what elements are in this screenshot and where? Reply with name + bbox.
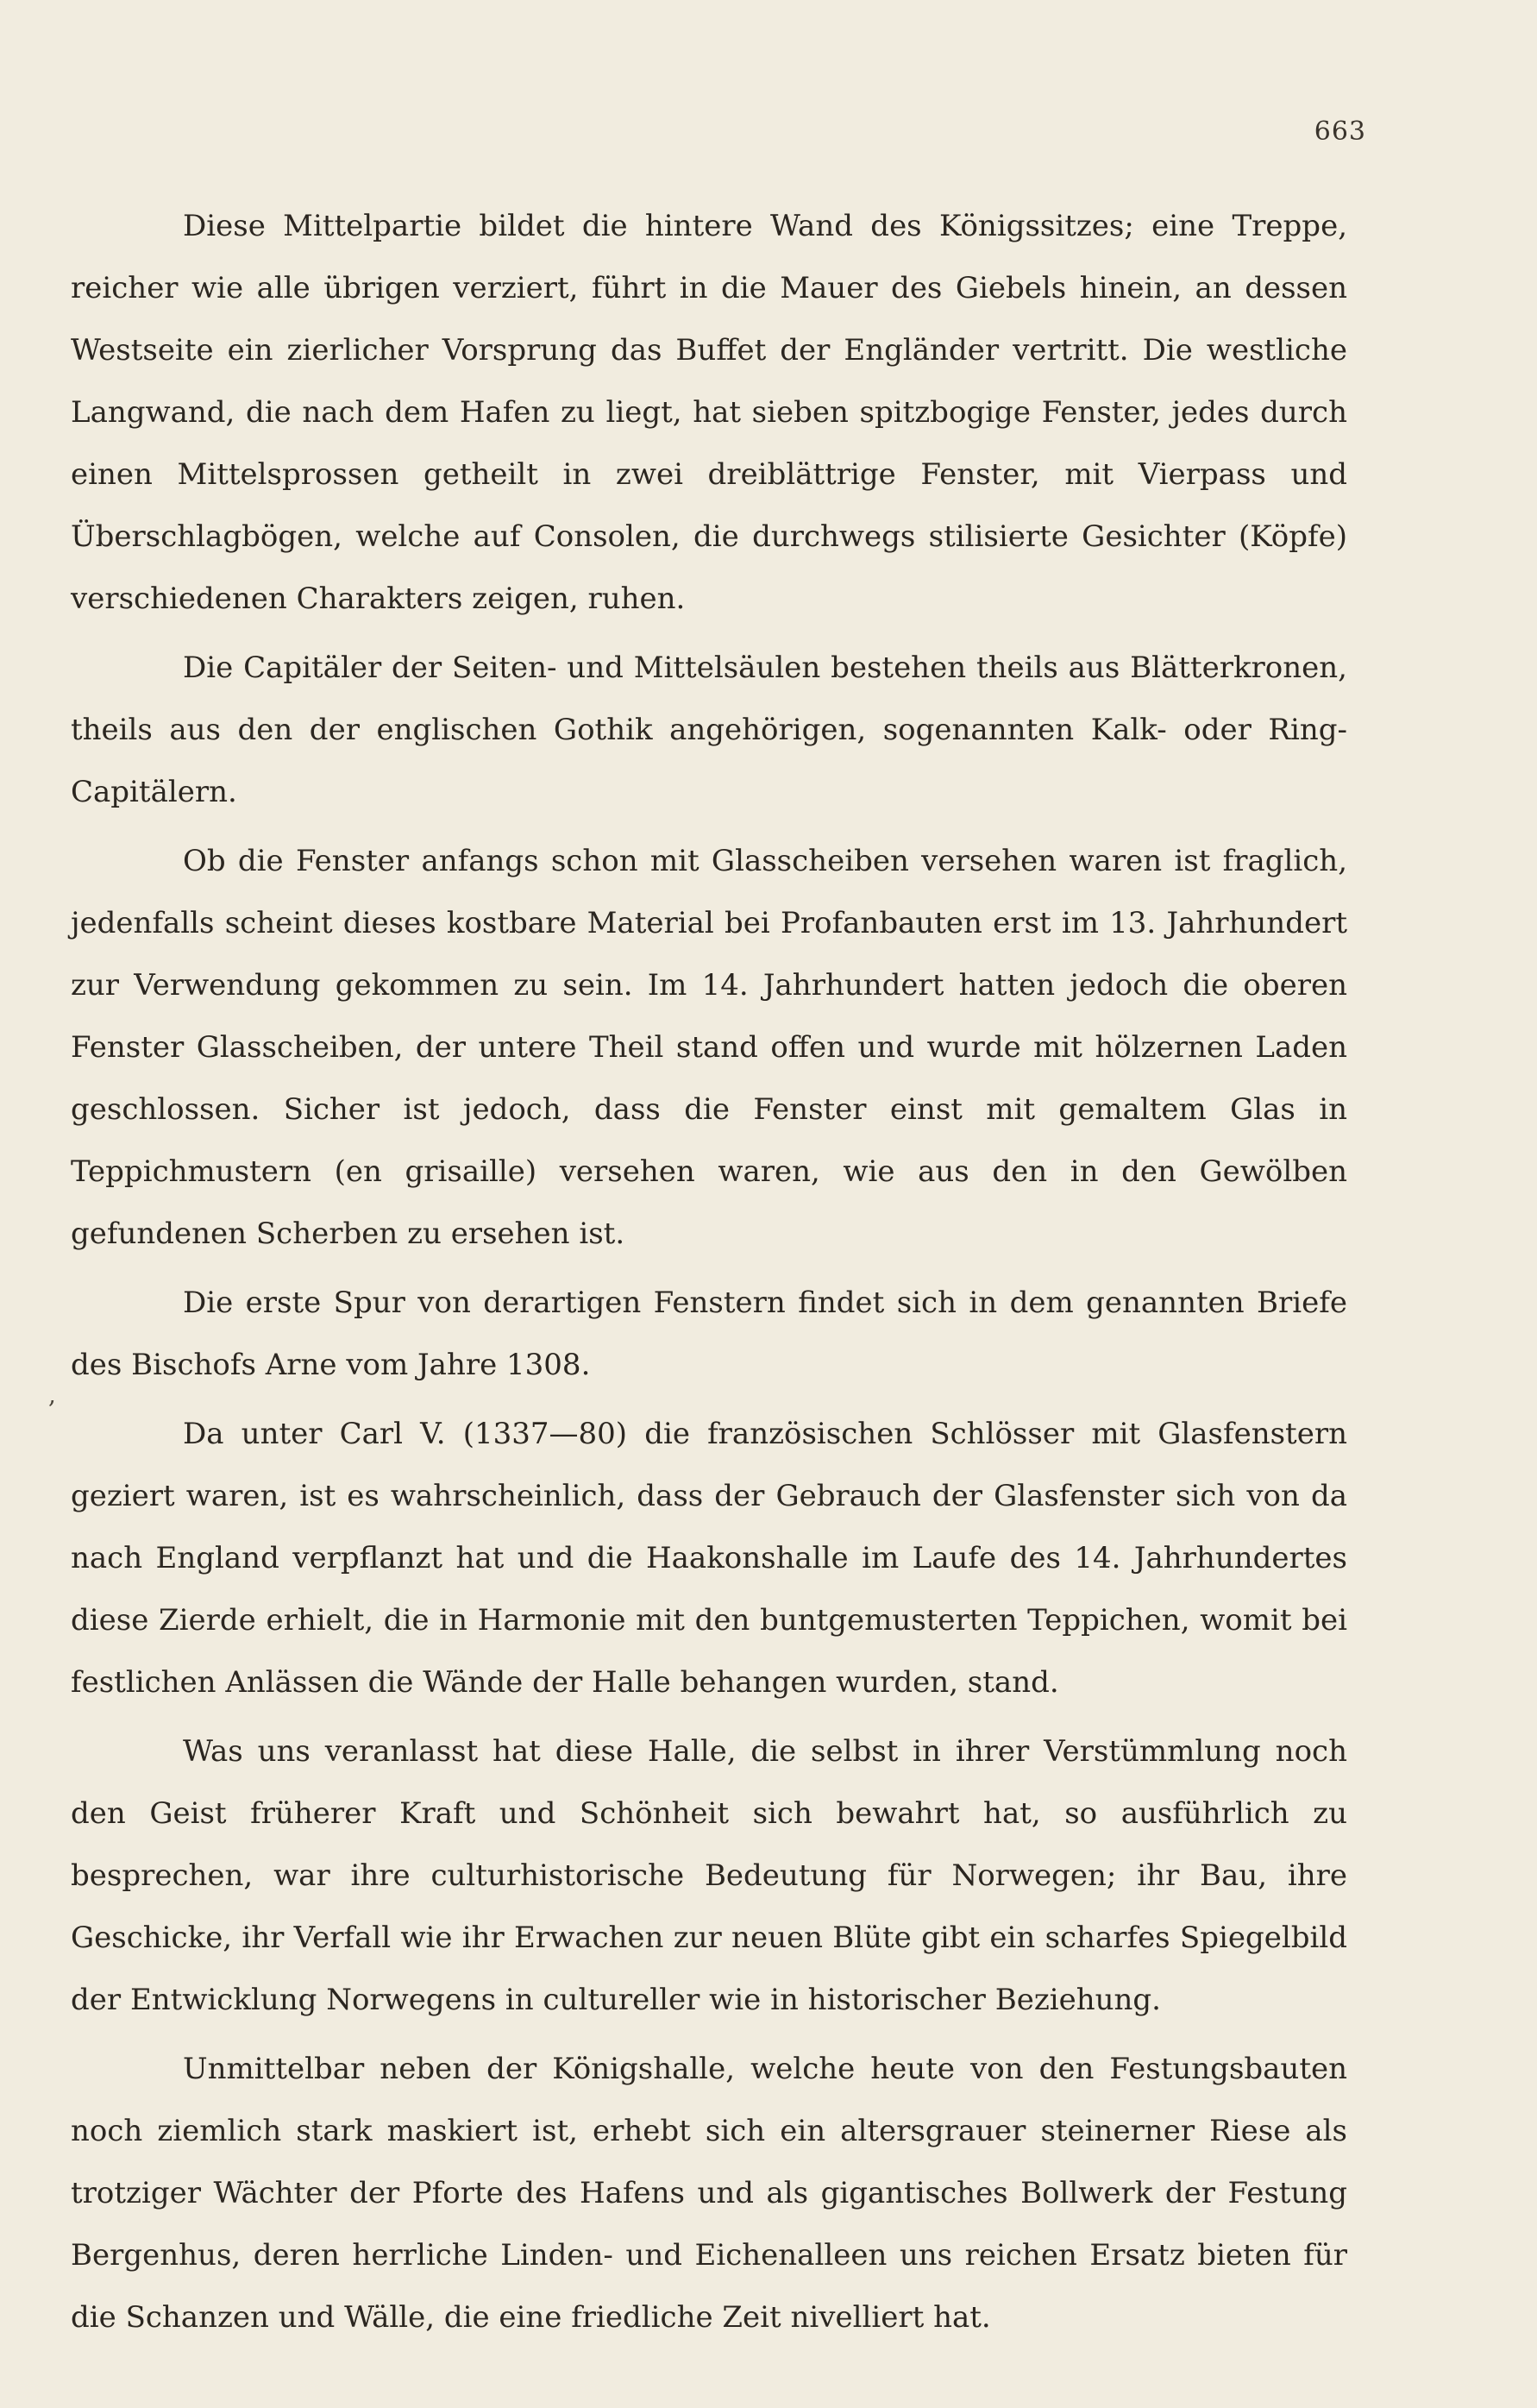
paragraph: Da unter Carl V. (1337—80) die französischen Schlösser mit Glasfenstern geziert waren, ist es wahrscheinlich, dass der Gebrauch der Glasfenster sich von da nach England verpflanzt hat und die Haakonshalle im Laufe des 14. Jahrhundertes diese Zierde erhielt, die in Harmonie mit den buntgemusterten Teppichen, womit bei festlichen Anlässen die Wände der Halle behangen wurden, stand. [71, 1417, 1347, 1700]
paragraph: Unmittelbar neben der Königshalle, welche heute von den Festungsbauten noch ziemlich stark maskiert ist, erhebt sich ein altersgrauer steinerner Riese als trotziger Wächter der Pforte des Hafens und als gigantisches Bollwerk der Festung Bergenhus, deren herrliche Linden- und Eichenalleen uns reichen Ersatz bieten für die Schanzen und Wälle, die eine friedliche Zeit nivelliert hat. [71, 2052, 1347, 2335]
paragraph: Die Capitäler der Seiten- und Mittelsäulen bestehen theils aus Blätterkronen, theils aus den der englischen Gothik angehörigen, sogenannten Kalk- oder Ring-Capitälern. [71, 651, 1347, 809]
paragraph: Ob die Fenster anfangs schon mit Glasscheiben versehen waren ist fraglich, jedenfalls scheint dieses kostbare Material bei Profanbauten erst im 13. Jahrhundert zur Verwendung gekommen zu sein. Im 14. Jahrhundert hatten jedoch die oberen Fenster Glasscheiben, der untere Theil stand offen und wurde mit hölzernen Laden geschlossen. Sicher ist jedoch, dass die Fenster einst mit gemaltem Glas in Teppichmustern (en grisaille) versehen waren, wie aus den in den Gewölben gefundenen Scherben zu ersehen ist. [71, 844, 1347, 1251]
page-number: 663 [1314, 116, 1366, 147]
paragraph: Diese Mittelpartie bildet die hintere Wand des Königssitzes; eine Treppe, reicher wie alle übrigen verziert, führt in die Mauer des Giebels hinein, an dessen Westseite ein zierlicher Vorsprung das Buffet der Engländer vertritt. Die westliche Langwand, die nach dem Hafen zu liegt, hat sieben spitzbogige Fenster, jedes durch einen Mittelsprossen getheilt in zwei dreiblättrige Fenster, mit Vierpass und Überschlagbögen, welche auf Consolen, die durchwegs stilisierte Gesichter (Köpfe) verschiedenen Charakters zeigen, ruhen. [71, 209, 1347, 616]
paragraph: Was uns veranlasst hat diese Halle, die selbst in ihrer Verstümmlung noch den Geist früherer Kraft und Schönheit sich bewahrt hat, so ausführlich zu besprechen, war ihre culturhistorische Bedeutung für Norwegen; ihr Bau, ihre Geschicke, ihr Verfall wie ihr Erwachen zur neuen Blüte gibt ein scharfes Spiegelbild der Entwicklung Norwegens in cultureller wie in historischer Beziehung. [71, 1734, 1347, 2017]
body-text [71, 195, 1347, 2355]
margin-mark: , [48, 1380, 56, 1409]
paragraph: Die erste Spur von derartigen Fenstern findet sich in dem genannten Briefe des Bischofs Arne vom Jahre 1308. [71, 1286, 1347, 1382]
